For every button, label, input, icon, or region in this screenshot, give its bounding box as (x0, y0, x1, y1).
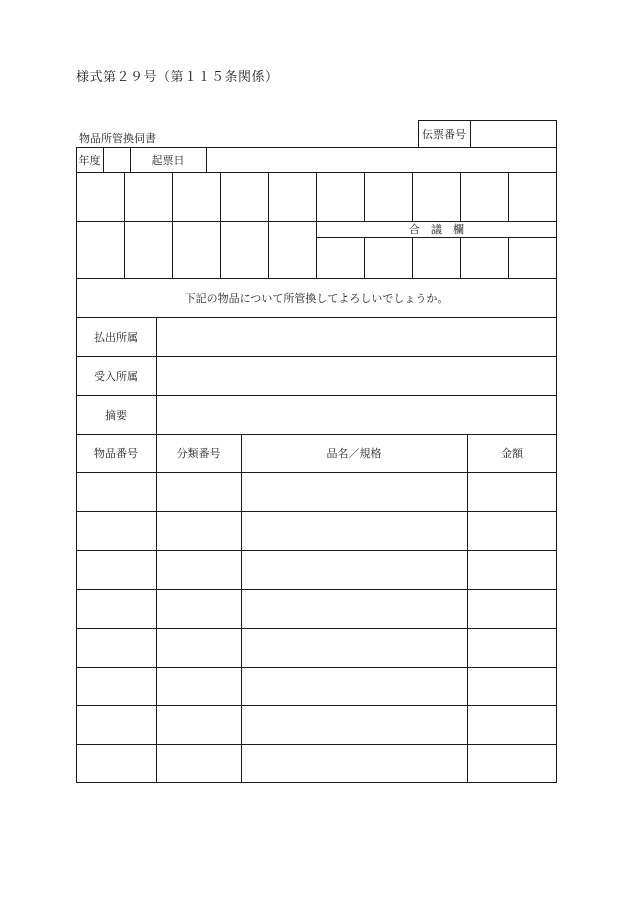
fiscal-year-label: 年度 (78, 153, 101, 167)
table-cell[interactable] (76, 551, 156, 588)
table-cell[interactable] (242, 668, 467, 705)
table-cell[interactable] (242, 551, 467, 588)
issue-date-input[interactable] (207, 148, 556, 171)
table-cell[interactable] (468, 668, 557, 705)
table-header-classification-number: 分類番号 (176, 447, 221, 460)
table-cell[interactable] (468, 590, 557, 627)
table-cell[interactable] (468, 551, 557, 588)
table-cell[interactable] (157, 512, 241, 549)
table-cell[interactable] (242, 473, 467, 510)
summary-label: 摘要 (105, 409, 127, 422)
table-cell[interactable] (157, 473, 241, 510)
table-cell[interactable] (76, 668, 156, 705)
table-cell[interactable] (76, 745, 156, 782)
table-cell[interactable] (76, 629, 156, 666)
table-cell[interactable] (76, 590, 156, 627)
table-cell[interactable] (76, 706, 156, 743)
table-cell[interactable] (468, 745, 557, 782)
fiscal-year-input[interactable] (104, 148, 129, 171)
table-cell[interactable] (157, 745, 241, 782)
table-cell[interactable] (157, 590, 241, 627)
table-cell[interactable] (242, 745, 467, 782)
issue-date-label: 起票日 (151, 153, 185, 167)
table-cell[interactable] (157, 706, 241, 743)
table-cell[interactable] (242, 590, 467, 627)
table-cell[interactable] (242, 512, 467, 549)
slip-number-label: 伝票番号 (422, 128, 466, 141)
consultation-label: 合 議 欄 (409, 223, 464, 236)
to-department-input[interactable] (157, 357, 556, 394)
table-header-item-number: 物品番号 (94, 447, 138, 460)
summary-input[interactable] (157, 396, 556, 434)
table-cell[interactable] (242, 629, 467, 666)
table-cell[interactable] (468, 629, 557, 666)
table-cell[interactable] (157, 629, 241, 666)
form-number: 様式第２９号（第１１５条関係） (76, 70, 279, 85)
to-department-label: 受入所属 (94, 369, 138, 383)
document-title: 物品所管換伺書 (79, 132, 156, 145)
table-cell[interactable] (157, 668, 241, 705)
table-cell[interactable] (242, 706, 467, 743)
slip-number-input[interactable] (471, 121, 556, 147)
table-header-item-name-spec: 品名／規格 (326, 447, 382, 460)
table-cell[interactable] (157, 551, 241, 588)
request-message: 下記の物品について所管換してよろしいでしょうか。 (184, 292, 449, 305)
table-header-amount: 金額 (501, 447, 523, 460)
from-department-input[interactable] (157, 318, 556, 355)
from-department-label: 払出所属 (94, 330, 138, 344)
table-cell[interactable] (468, 512, 557, 549)
table-cell[interactable] (468, 706, 557, 743)
table-cell[interactable] (76, 512, 156, 549)
table-cell[interactable] (76, 473, 156, 510)
table-cell[interactable] (468, 473, 557, 510)
